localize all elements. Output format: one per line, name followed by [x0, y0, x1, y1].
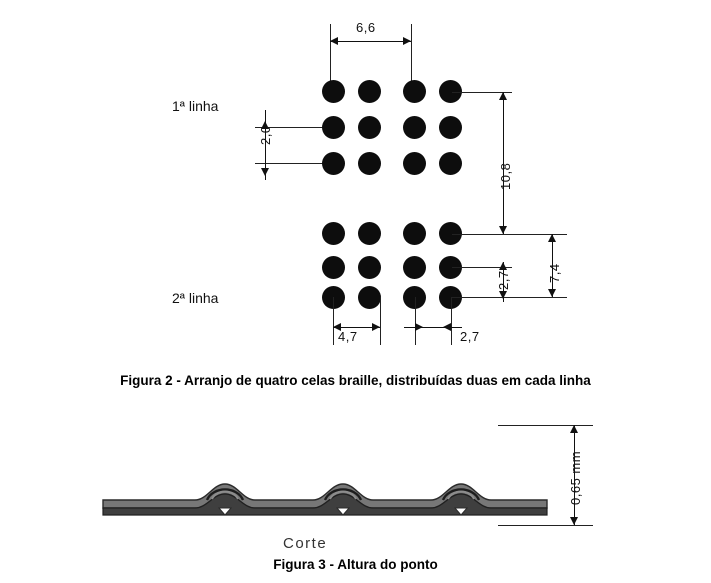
arrow-4-7-right [372, 323, 380, 331]
braille-dot [403, 152, 426, 175]
dim-line-2-7h [404, 327, 462, 328]
ext-line-4-7-right [380, 297, 381, 345]
braille-dot [403, 222, 426, 245]
arrow-2-7h-inner-left [415, 323, 423, 331]
dot-profile-section [95, 468, 555, 528]
braille-dot [358, 222, 381, 245]
braille-dot [358, 256, 381, 279]
arrow-065-up [570, 425, 578, 433]
braille-dot [439, 116, 462, 139]
ext-line-2-7h-right [451, 297, 452, 345]
ext-line-7-4-bottom [452, 297, 567, 298]
section-label-corte: Corte [283, 535, 328, 552]
caption-figura-2: Figura 2 - Arranjo de quatro celas braille, distribuídas duas em cada linha [120, 373, 591, 388]
arrow-7-4-up [548, 234, 556, 242]
dim-label-0-65-mm: 0,65 mm [568, 450, 583, 505]
braille-dot [403, 256, 426, 279]
braille-dot [358, 286, 381, 309]
arrow-10-8-up [499, 92, 507, 100]
arrow-7-4-down [548, 289, 556, 297]
dim-label-2-7-vertical: 2,7 [496, 270, 511, 290]
braille-dot [322, 80, 345, 103]
arrow-6-6-left [330, 37, 338, 45]
braille-dot [322, 152, 345, 175]
arrow-2-7h-inner-right [443, 323, 451, 331]
dim-label-2-0: 2,0 [258, 125, 273, 145]
braille-dot [403, 116, 426, 139]
profile-svg [95, 468, 555, 528]
ext-line-col1-top [330, 24, 331, 82]
dim-label-2-7-horizontal: 2,7 [460, 329, 480, 344]
braille-dot [358, 116, 381, 139]
braille-dot [322, 256, 345, 279]
arrow-2-0-down [261, 168, 269, 176]
ext-line-2-7h-left [415, 297, 416, 345]
dim-label-4-7: 4,7 [338, 329, 358, 344]
dim-line-6-6 [330, 41, 411, 42]
arrow-065-down [570, 517, 578, 525]
braille-dot [403, 80, 426, 103]
caption-figura-3: Figura 3 - Altura do ponto [273, 557, 438, 572]
dim-label-6-6: 6,6 [356, 20, 376, 35]
figura-3-diagram [0, 400, 711, 550]
arrow-10-8-down [499, 226, 507, 234]
braille-dot [322, 222, 345, 245]
braille-dot [322, 116, 345, 139]
arrow-2-7v-down [499, 291, 507, 299]
dim-label-10-8: 10,8 [498, 162, 513, 190]
braille-dot [439, 152, 462, 175]
ext-line-065-top [498, 425, 593, 426]
braille-dot [358, 80, 381, 103]
row-label-linha-1: 1ª linha [172, 98, 219, 114]
arrow-2-7v-up [499, 262, 507, 270]
braille-dot [358, 152, 381, 175]
arrow-6-6-right [403, 37, 411, 45]
dim-label-7-4: 7,4 [547, 263, 562, 283]
row-label-linha-2: 2ª linha [172, 290, 219, 306]
ext-line-col3-top [411, 24, 412, 82]
ext-line-4-7-left [333, 297, 334, 345]
